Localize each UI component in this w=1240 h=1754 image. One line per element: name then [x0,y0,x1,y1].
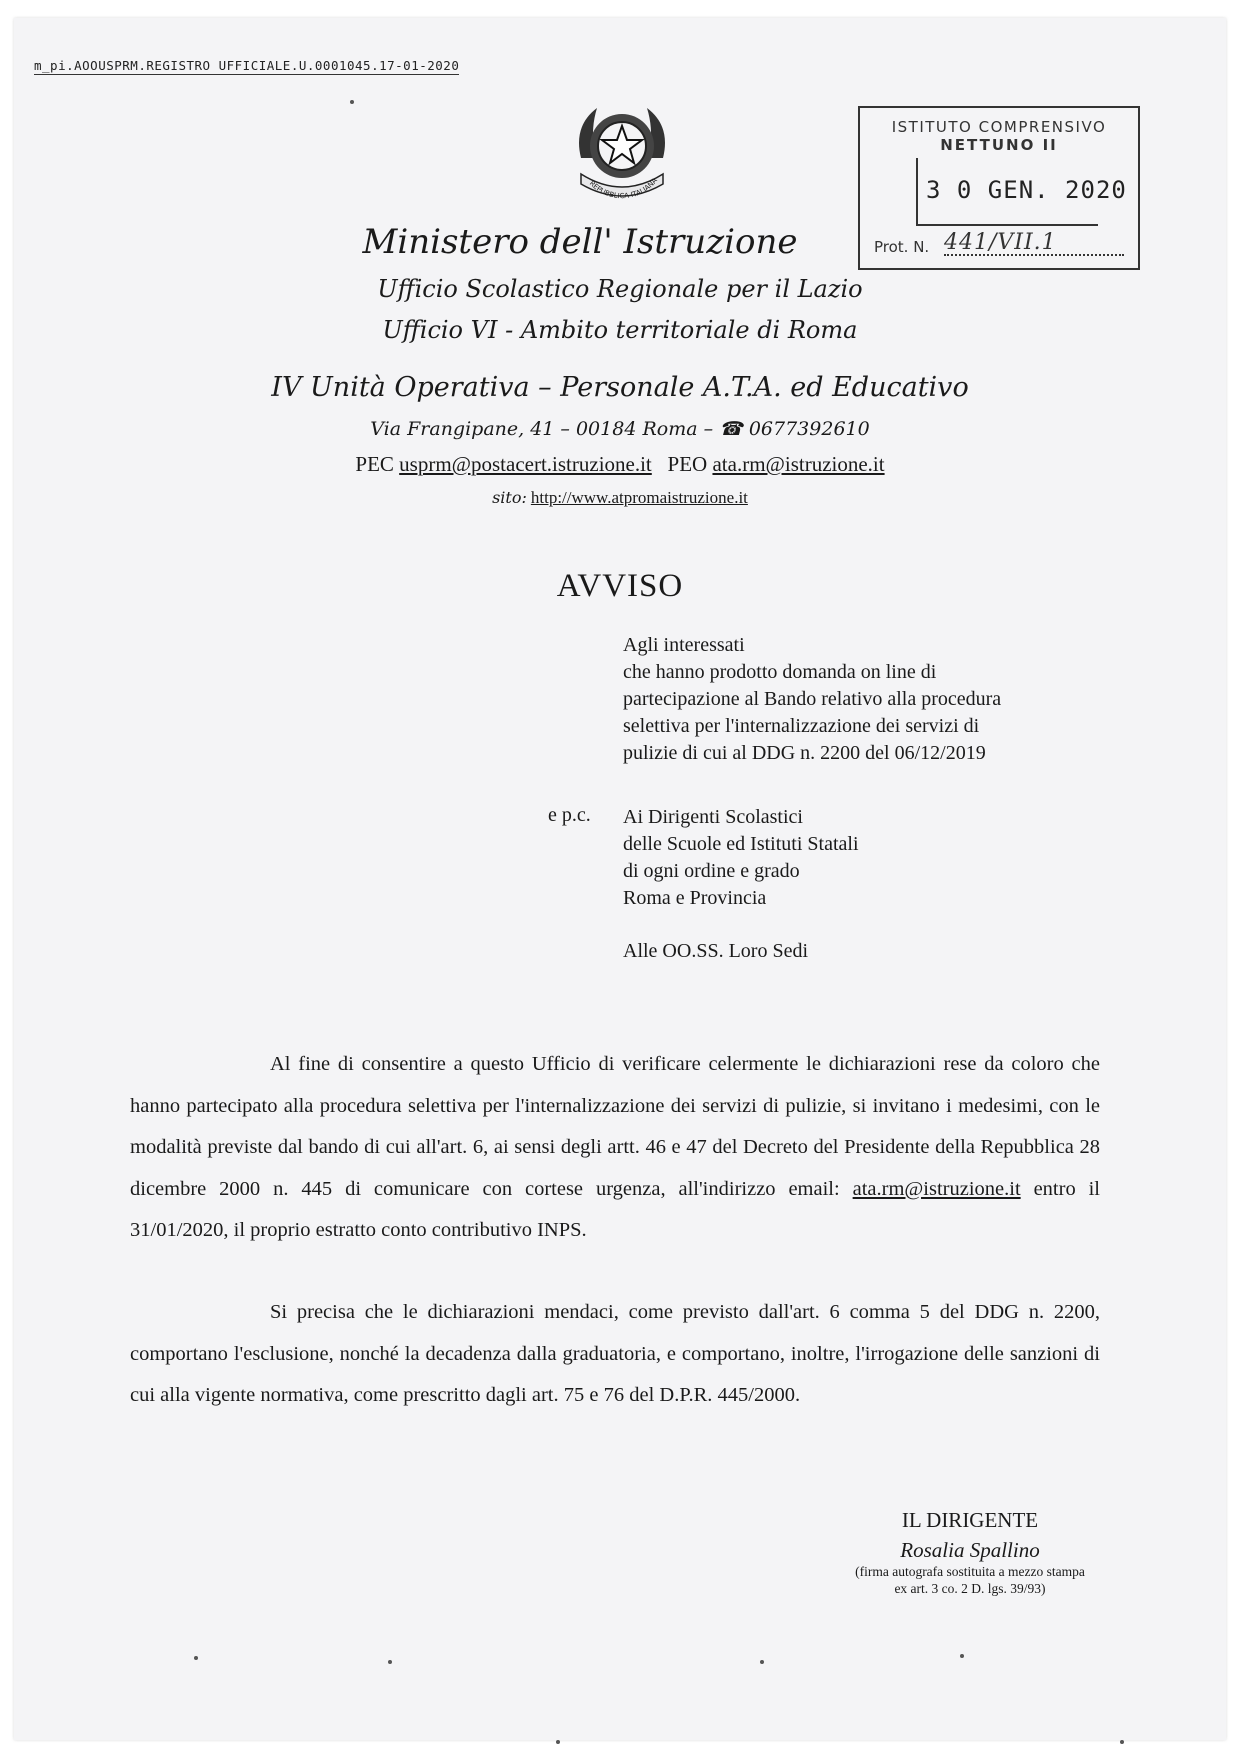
recipients-primary [623,632,1001,767]
emblem-ribbon-text: REPUBBLICA ITALIANA [587,176,659,201]
peo-email-link[interactable]: ata.rm@istruzione.it [712,452,885,476]
stamp-prot-number: 441/VII.1 [944,230,1057,255]
registration-line: m_pi.AOOUSPRM.REGISTRO UFFICIALE.U.0001045.17-01-2020 [34,58,460,73]
scan-speck [388,1660,392,1664]
recipient-line: che hanno prodotto domanda on line di [623,661,937,683]
scan-speck [556,1740,560,1744]
recipient-line: pulizie di cui al DDG n. 2200 del 06/12/2019 [623,742,986,764]
pec-email-link[interactable]: usprm@postacert.istruzione.it [399,452,652,476]
stamp-institute: ISTITUTO COMPRENSIVO [891,118,1107,136]
cc-line: di ogni ordine e grado [623,860,800,882]
stamp-prot-label: Prot. N. [874,238,930,256]
scan-speck [1120,1740,1124,1744]
recipient-line: selettiva per l'internalizzazione dei servizi di [623,715,980,737]
cc-line: Ai Dirigenti Scolastici [623,806,803,828]
territorial-office: Ufficio VI - Ambito territoriale di Roma [382,316,858,344]
office-address: Via Frangipane, 41 – 00184 Roma – ☎ 0677392610 [370,418,870,440]
scan-speck [760,1660,764,1664]
cc-line: Roma e Provincia [623,887,767,909]
recipients-unions: Alle OO.SS. Loro Sedi [623,940,808,962]
website-line [0,488,1240,508]
signature-role: IL DIRIGENTE [901,1508,1039,1532]
signature-name: Rosalia Spallino [900,1538,1040,1562]
document-title: AVVISO [556,568,684,604]
stamp-school-name: NETTUNO II [940,136,1058,154]
website-link[interactable]: http://www.atpromaistruzione.it [530,488,748,507]
peo-label: PEO [667,452,708,476]
epc-label: e p.c. [548,804,591,826]
recipient-line: partecipazione al Bando relativo alla procedura [623,688,1002,710]
scan-speck [960,1654,964,1658]
italian-republic-emblem-icon [567,96,677,206]
body-paragraph-2: Si precisa che le dichiarazioni mendaci, come previsto dall'art. 6 comma 5 del DDG n. 2200, comportano l'esclusione, nonché la decadenza dalla graduatoria, e comportano, inoltre, l'irrogazione delle sanzioni di cui alla vigente normativa, come prescritto dagli art. 75 e 76 del D.P.R. 445/2000. [130,1301,1100,1406]
scan-speck [350,100,354,104]
cc-line: delle Scuole ed Istituti Statali [623,833,859,855]
regional-office: Ufficio Scolastico Regionale per il Lazio [377,275,863,303]
recipient-line: Agli interessati [623,634,745,656]
operative-unit: IV Unità Operativa – Personale A.T.A. ed Educativo [271,372,969,403]
pec-label: PEC [355,452,394,476]
stamp-date: 3 0 GEN. 2020 [926,176,1127,204]
ministry-name: Ministero dell' Istruzione [362,222,798,262]
scan-speck [194,1656,198,1660]
body-paragraph-1: Al fine di consentire a questo Ufficio di verificare celermente le dichiarazioni rese da coloro che hanno partecipato alla procedura selettiva per l'internalizzazione dei servizi di pulizie, si invitano i medesimi, con le modalità previste dal bando di cui all'art. 6, ai sensi degli artt. 46 e 47 del Decreto del Presidente della Repubblica 28 dicembre 2000 n. 445 di comunicare con cortese urgenza, all'indirizzo email: ata.rm@istruzione.it entro il 31/01/2020, il proprio estratto conto contributivo INPS. [130,1053,1101,1241]
recipients-cc [623,804,859,912]
website-label: sito: [492,488,527,507]
signature-note: (firma autografa sostituita a mezzo stampa ex art. 3 co. 2 D. lgs. 39/93) [855,1564,1085,1596]
contact-line [0,452,1240,477]
body-email-link[interactable]: ata.rm@istruzione.it [852,1177,1021,1200]
